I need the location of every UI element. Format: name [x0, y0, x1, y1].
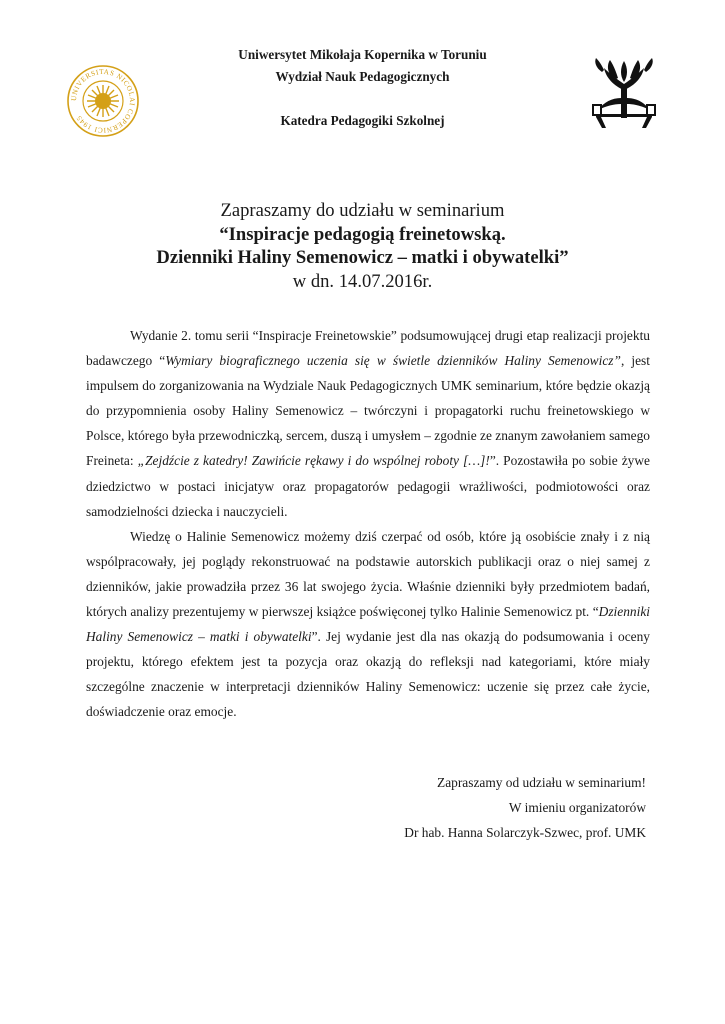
seminar-title-line-2: Dzienniki Haliny Semenowicz – matki i obywatelki”	[156, 247, 569, 268]
seminar-date: w dn. 14.07.2016r.	[292, 270, 433, 292]
seminar-invitation	[80, 199, 645, 293]
project-title: Wymiary biograficznego uczenia się w świetle dzienników Haliny Semenowicz”	[165, 353, 621, 369]
freinet-quote: „Zejdźcie z katedry! Zawińcie rękawy i do wspólnej roboty […]!	[137, 453, 490, 469]
on-behalf-line: W imieniu organizatorów	[508, 800, 646, 815]
body-text	[86, 323, 650, 725]
paragraph-2: Wiedzę o Halinie Semenowicz możemy dziś czerpać od osób, które ją osobiście znały i z nią wspólpracowały, jej poglądy rekonstruować na podstawie autorskich publikacji oraz o niej samej z dzienników, jakie prowadziła przez 36 lat swojego życia. Właśnie dzienniki były przedmiotem badań, których analizy prezentujemy w pierwszej książce poświęconej tylko Halinie Semenowicz pt. “Dzienniki Haliny Semenowicz – matki i obywatelki”. Jej wydanie jest dla nas okazją do podsumowania i oceny projektu, którego efektem jest ta pozycja oraz okazją do refleksji nad kategoriami, które miały szczególne znaczenie w interpretacji dzienników Haliny Semenowicz: uczenie się przez całe życie, doświadczenie oraz emocje.	[86, 528, 650, 720]
document-header	[130, 44, 595, 132]
tree-faculty-logo-icon	[588, 58, 660, 128]
seminar-title-line-1: “Inspiracje pedagogią freinetowską.	[219, 223, 506, 245]
department-name: Katedra Pedagogiki Szkolnej	[280, 113, 445, 128]
closing-invite: Zapraszamy od udziału w seminarium!	[437, 775, 646, 790]
invitation-intro: Zapraszamy do udziału w seminarium	[220, 200, 505, 221]
faculty-name: Wydział Nauk Pedagogicznych	[275, 69, 450, 84]
paragraph-1: Wydanie 2. tomu serii “Inspiracje Freinetowskie” podsumowującej drugi etap realizacji projektu badawczego “Wymiary biograficznego uczenia się w świetle dzienników Haliny Semenowicz”, jest impulsem do zorganizowania na Wydziale Nauk Pedagogicznych UMK seminarium, które będzie okazją do przypomnienia osoby Haliny Semenowicz – twórczyni i propagatorki ruchu freinetowskiego w Polsce, którego była przewodniczką, sercem, duszą i umysłem – zgodnie ze znanym zawołaniem samego Freineta: „Zejdźcie z katedry! Zawińcie rękawy i do wspólnej roboty […]!”. Pozostawiła po sobie żywe dziedzictwo w postaci inicjatyw oraz propagatorów pedagogii wrażliwości, podmiotowości oraz samodzielności dziecka i nauczycieli.	[86, 328, 650, 519]
university-seal-icon	[66, 64, 140, 138]
book-title: Dzienniki Haliny Semenowicz – matki i obywatelki	[86, 604, 650, 645]
closing-signature	[346, 770, 646, 845]
university-name: Uniwersytet Mikołaja Kopernika w Toruniu	[238, 47, 487, 62]
svg-text:UNIVERSITAS NICOLAI COPERNICI: UNIVERSITAS NICOLAI COPERNICI 1945	[69, 67, 137, 135]
signatory-name: Dr hab. Hanna Solarczyk-Szwec, prof. UMK	[404, 825, 646, 840]
